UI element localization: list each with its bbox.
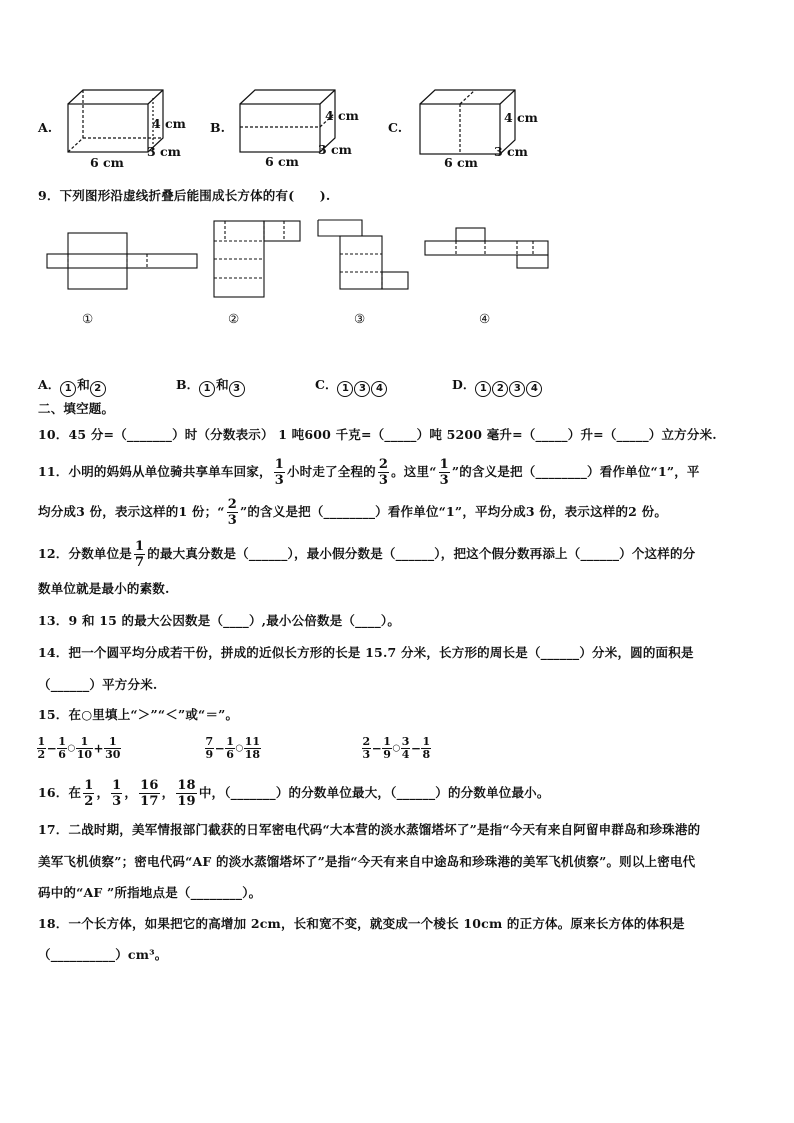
q13: 13．9 和 15 的最大公因数是（____）,最小公倍数是（____）。 (38, 613, 401, 628)
q18-line1: 18．一个长方体，如果把它的高增加 2cm，长和宽不变，就变成一个棱长 10cm 的正方体。原来长方体的体积是 (38, 916, 685, 931)
q9-figure-label-4: ④ (479, 311, 491, 326)
q11-line2: 均分成3 份，表示这样的1 份；“ $\frac{2}{3}$ ”的含义是把（________）看作单位“1”，平均分成3 份，表示这样的2 份。 (38, 497, 668, 528)
q9-option-b: B． 1 和 3 (176, 375, 246, 397)
q14-line1: 14．把一个圆平均分成若干份，拼成的近似长方形的长是 15.7 分米，长方形的周长是（______）分米，圆的面积是 (38, 645, 694, 660)
q8-c-height: 4 cm (504, 110, 538, 125)
q17-line2: 美军飞机侦察”；密电代码“AF 的淡水蒸馏塔坏了”是指“今天有来自中途岛和珍珠港的美军飞机侦察”。则以上密电代 (38, 854, 696, 869)
q9-figure-label-2: ② (228, 311, 240, 326)
q8-b-height: 4 cm (325, 108, 359, 123)
q8-c-width: 6 cm (444, 155, 478, 170)
q9-figure-label-1: ① (82, 311, 94, 326)
q8-option-a-label: A. (38, 120, 53, 135)
section-title: 二、填空题。 (38, 401, 115, 416)
q8-b-depth: 3 cm (318, 142, 352, 157)
q9-option-c: C． 1 3 4 (315, 375, 388, 397)
q8-c-depth: 3 cm (494, 144, 528, 159)
q8-option-b-label: B. (210, 120, 225, 135)
q16: 16．在 $\frac{1}{2}$ ， $\frac{1}{3}$ ， $\frac{16}{17}$ ， $\frac{18}{19}$ 中，（_______）的分数单位最大，（______）的分数单位最小。 (38, 778, 550, 809)
q15-expression-1: $\frac{1}{2}$ − $\frac{1}{6}$ ○ $\frac{1}{10}$ + $\frac{1}{30}$ (37, 735, 121, 761)
q18-line2: （__________）cm³。 (38, 947, 168, 962)
q8-option-c-label: C. (388, 120, 403, 135)
q8-a-width: 6 cm (90, 155, 124, 170)
q17-line3: 码中的“AF ”所指地点是（________）。 (38, 885, 262, 900)
q8-a-height: 4 cm (152, 116, 186, 131)
q15-expression-2: $\frac{7}{9}$ − $\frac{1}{6}$ ○ $\frac{11}{18}$ (205, 735, 261, 761)
q15-text: 15．在○里填上“＞”“＜”或“＝”。 (38, 707, 239, 722)
q8-a-depth: 3 cm (147, 144, 181, 159)
q15-expression-3: $\frac{2}{3}$ − $\frac{1}{9}$ ○ $\frac{3}{4}$ − $\frac{1}{8}$ (362, 735, 431, 761)
q9-question: 9．下列图形沿虚线折叠后能围成长方体的有( ). (38, 188, 331, 203)
q10: 10．45 分=（_______）时（分数表示） 1 吨600 千克=（_____）吨 5200 毫升=（_____）升=（_____）立方分米. (38, 427, 717, 442)
q12-line1: 12．分数单位是 $\frac{1}{7}$ 的最大真分数是（______），最小假分数是（______），把这个假分数再添上（______）个这样的分 (38, 539, 696, 570)
q11-line1: 11．小明的妈妈从单位骑共享单车回家， $\frac{1}{3}$ 小时走了全程的 $\frac{2}{3}$ 。这里“ $\frac{1}{3}$ ”的含义是把（________）看作单位“1”，平 (38, 457, 700, 488)
q14-line2: （______）平方分米. (38, 677, 158, 692)
q9-nets-figure (0, 0, 794, 340)
q9-option-d: D． 1 2 3 4 (452, 375, 543, 397)
q17-line1: 17．二战时期，美军情报部门截获的日军密电代码“大本营的淡水蒸馏塔坏了”是指“今天有来自阿留申群岛和珍珠港的 (38, 822, 701, 837)
q12-line2: 数单位就是最小的素数. (38, 581, 170, 596)
q8-b-width: 6 cm (265, 154, 299, 169)
q9-option-a: A． 1 和 2 (38, 375, 107, 397)
q9-figure-label-3: ③ (354, 311, 366, 326)
